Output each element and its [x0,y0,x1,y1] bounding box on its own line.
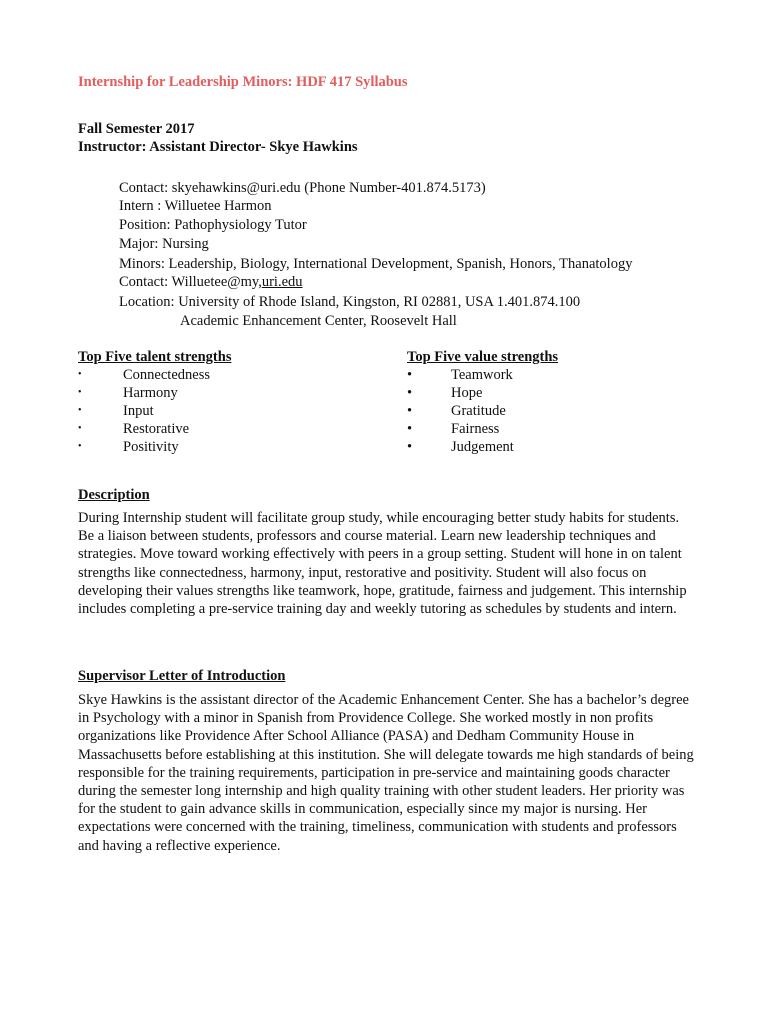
list-item: • Gratitude [407,403,506,419]
list-item: • Harmony [78,385,178,401]
intern-major: Major: Nursing [119,236,209,252]
list-item: • Teamwork [407,367,513,383]
instructor-line: Instructor: Assistant Director- Skye Hawkins [78,139,358,155]
list-item: • Input [78,403,154,419]
list-item: • Judgement [407,439,514,455]
bullet-icon: • [78,369,82,380]
list-item: • Positivity [78,439,179,455]
bullet-icon: • [78,405,82,416]
semester-line: Fall Semester 2017 [78,121,195,137]
intern-contact-prefix: Contact: Willuetee@my, [119,274,262,290]
description-text: During Internship student will facilitate group study, while encouraging better study habits for students. Be a liaison between students, professors and course material. Learn new leadership techniques and strategies. Move toward working effectively with peers in a group setting. Student will hone in on talent strengths like connectedness, harmony, input, restorative and positivity. Student will also focus on developing their values strengths like teamwork, hope, gratitude, fairness and judgement. This internship includes completing a pre-service training day and weekly tutoring as schedules by students and intern. [78,510,687,618]
list-item: • Restorative [78,421,190,437]
intern-minors: Minors: Leadership, Biology, International Development, Spanish, Honors, Thanatology [119,256,633,272]
description-heading: Description [78,487,150,503]
value-strengths-list [407,366,667,456]
supervisor-text: Skye Hawkins is the assistant director of the Academic Enhancement Center. She has a bachelor’s degree in Psychology with a minor in Spanish from Providence College. She worked mostly in non profits organizations like Providence After School Alliance (PASA) and Dedham Community House in Massachusetts before establishing at this institution. She will delegate towards me high standards of being responsible for the training requirements, participation in pre-service and maintaining goods character during the semester long internship and high quality training with other student leaders. Her priority was for the student to gain advance skills in communication, especially since my major is nursing. Her expectations were concerned with the training, timeliness, communication with students and professors and having a reflective experience. [78,692,694,854]
supervisor-heading: Supervisor Letter of Introduction [78,668,286,684]
talent-strengths-list [78,366,338,456]
talent-strengths-heading: Top Five talent strengths [78,349,232,365]
document-title: Internship for Leadership Minors: HDF 417 Syllabus [78,74,408,90]
location-line: Location: University of Rhode Island, Kingston, RI 02881, USA 1.401.874.100 [119,294,581,310]
intern-name: Intern : Willuetee Harmon [119,198,272,214]
bullet-icon: • [407,421,413,437]
location-building: Academic Enhancement Center, Roosevelt Hall [180,313,457,329]
instructor-contact: Contact: skyehawkins@uri.edu (Phone Number-401.874.5173) [119,180,486,196]
intern-contact-link[interactable]: uri.edu [261,274,303,290]
value-strengths-heading: Top Five value strengths [407,349,559,365]
intern-contact [119,273,303,292]
bullet-icon: • [407,385,413,401]
bullet-icon: • [78,423,82,434]
bullet-icon: • [407,403,413,419]
bullet-icon: • [407,439,413,455]
intern-position: Position: Pathophysiology Tutor [119,217,307,233]
bullet-icon: • [407,367,413,383]
list-item: • Hope [407,385,483,401]
list-item: • Connectedness [78,367,210,383]
bullet-icon: • [78,387,82,398]
list-item: • Fairness [407,421,500,437]
bullet-icon: • [78,441,82,452]
